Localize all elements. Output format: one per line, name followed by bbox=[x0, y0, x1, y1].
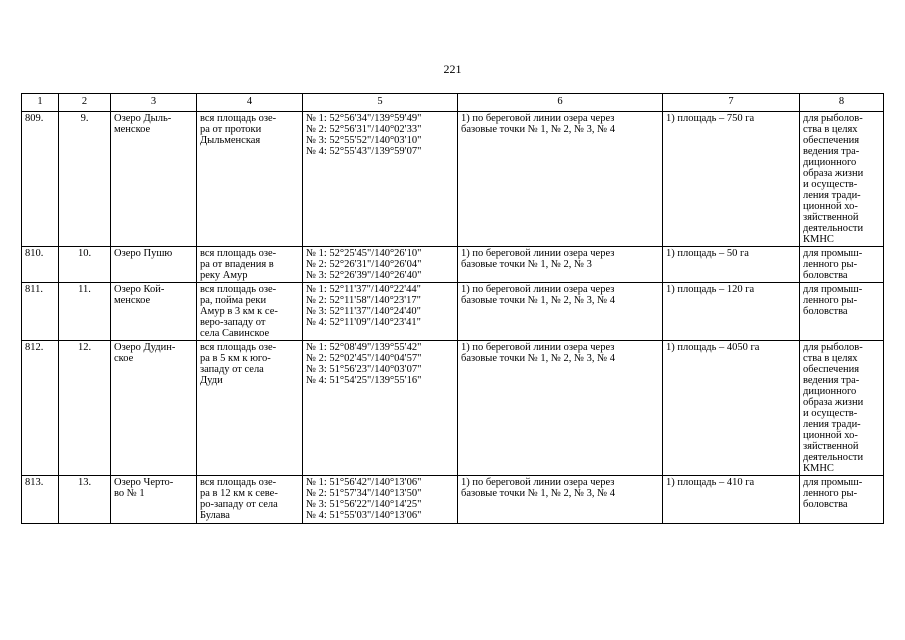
area-description: вся площадь озе- ра от впадения в реку Амур bbox=[197, 247, 303, 283]
lake-name: Озеро Дыль- менское bbox=[111, 112, 197, 247]
lake-name: Озеро Кой- менское bbox=[111, 283, 197, 341]
purpose: для рыболов- ства в целях обеспечения ведения тра- диционного образа жизни и осуществ- ления тради- ционной хо- зяйственной деятельности КМНС bbox=[800, 341, 884, 476]
row-subnumber: 11. bbox=[59, 283, 111, 341]
header-col-7: 7 bbox=[663, 94, 800, 112]
boundary-description: 1) по береговой линии озера через базовые точки № 1, № 2, № 3, № 4 bbox=[458, 112, 663, 247]
coordinates: № 1: 52°56'34"/139°59'49" № 2: 52°56'31"/140°02'33" № 3: 52°55'52"/140°03'10" № 4: 52°55'43"/139°59'07" bbox=[303, 112, 458, 247]
purpose: для рыболов- ства в целях обеспечения ведения тра- диционного образа жизни и осуществ- ления тради- ционной хо- зяйственной деятельности КМНС bbox=[800, 112, 884, 247]
boundary-description: 1) по береговой линии озера через базовые точки № 1, № 2, № 3, № 4 bbox=[458, 341, 663, 476]
table-row bbox=[22, 341, 884, 476]
row-number: 811. bbox=[22, 283, 59, 341]
area-description: вся площадь озе- ра в 5 км к юго- западу от села Дуди bbox=[197, 341, 303, 476]
row-subnumber: 9. bbox=[59, 112, 111, 247]
header-col-8: 8 bbox=[800, 94, 884, 112]
row-subnumber: 12. bbox=[59, 341, 111, 476]
coordinates: № 1: 51°56'42"/140°13'06" № 2: 51°57'34"/140°13'50" № 3: 51°56'22"/140°14'25" № 4: 51°55'03"/140°13'06" bbox=[303, 476, 458, 524]
lake-name: Озеро Пушю bbox=[111, 247, 197, 283]
purpose: для промыш- ленного ры- боловства bbox=[800, 476, 884, 524]
row-number: 810. bbox=[22, 247, 59, 283]
page-number: 221 bbox=[443, 62, 462, 76]
header-col-1: 1 bbox=[22, 94, 59, 112]
coordinates: № 1: 52°11'37"/140°22'44" № 2: 52°11'58"/140°23'17" № 3: 52°11'37"/140°24'40" № 4: 52°11'09"/140°23'41" bbox=[303, 283, 458, 341]
lake-name: Озеро Дудин- ское bbox=[111, 341, 197, 476]
header-col-2: 2 bbox=[59, 94, 111, 112]
boundary-description: 1) по береговой линии озера через базовые точки № 1, № 2, № 3, № 4 bbox=[458, 283, 663, 341]
coordinates: № 1: 52°25'45"/140°26'10" № 2: 52°26'31"/140°26'04" № 3: 52°26'39"/140°26'40" bbox=[303, 247, 458, 283]
row-subnumber: 13. bbox=[59, 476, 111, 524]
header-col-3: 3 bbox=[111, 94, 197, 112]
boundary-description: 1) по береговой линии озера через базовые точки № 1, № 2, № 3, № 4 bbox=[458, 476, 663, 524]
fishing-areas-table bbox=[21, 93, 884, 524]
table-row bbox=[22, 283, 884, 341]
purpose: для промыш- ленного ры- боловства bbox=[800, 247, 884, 283]
row-number: 809. bbox=[22, 112, 59, 247]
lake-name: Озеро Черто- во № 1 bbox=[111, 476, 197, 524]
header-col-5: 5 bbox=[303, 94, 458, 112]
area-size: 1) площадь – 50 га bbox=[663, 247, 800, 283]
row-number: 812. bbox=[22, 341, 59, 476]
area-size: 1) площадь – 410 га bbox=[663, 476, 800, 524]
area-size: 1) площадь – 120 га bbox=[663, 283, 800, 341]
purpose: для промыш- ленного ры- боловства bbox=[800, 283, 884, 341]
table-row bbox=[22, 112, 884, 247]
header-col-6: 6 bbox=[458, 94, 663, 112]
row-subnumber: 10. bbox=[59, 247, 111, 283]
table-row bbox=[22, 476, 884, 524]
boundary-description: 1) по береговой линии озера через базовые точки № 1, № 2, № 3 bbox=[458, 247, 663, 283]
coordinates: № 1: 52°08'49"/139°55'42" № 2: 52°02'45"/140°04'57" № 3: 51°56'23"/140°03'07" № 4: 51°54'25"/139°55'16" bbox=[303, 341, 458, 476]
area-description: вся площадь озе- ра, пойма реки Амур в 3 км к се- веро-западу от села Савинское bbox=[197, 283, 303, 341]
area-size: 1) площадь – 750 га bbox=[663, 112, 800, 247]
header-row bbox=[22, 94, 884, 112]
header-col-4: 4 bbox=[197, 94, 303, 112]
area-description: вся площадь озе- ра в 12 км к севе- ро-западу от села Булава bbox=[197, 476, 303, 524]
table-row bbox=[22, 247, 884, 283]
area-size: 1) площадь – 4050 га bbox=[663, 341, 800, 476]
row-number: 813. bbox=[22, 476, 59, 524]
area-description: вся площадь озе- ра от протоки Дыльменская bbox=[197, 112, 303, 247]
